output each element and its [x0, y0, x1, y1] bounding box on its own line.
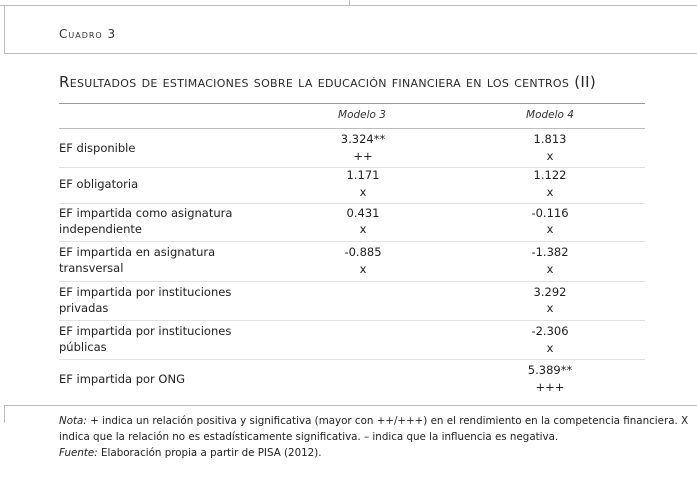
- cell-m4-value: 1.122: [533, 168, 567, 182]
- title-underline: [59, 103, 645, 104]
- row-label: EF impartida por instituciones públicas: [59, 324, 232, 354]
- row-label: EF impartida como asignatura independiente: [59, 206, 233, 236]
- source-line: [59, 445, 691, 461]
- note-label: Nota:: [59, 415, 87, 427]
- cell-m4-value: 3.292: [533, 285, 567, 299]
- row-divider: [59, 241, 645, 242]
- cell-m4-value: -2.306: [531, 324, 569, 338]
- column-header-modelo-4: Modelo 4: [526, 109, 574, 121]
- cell-m4-sig: x: [546, 222, 554, 236]
- cell-m4-sig: x: [546, 185, 554, 199]
- left-frame-upper: [4, 5, 5, 53]
- table-title: Resultados de estimaciones sobre la educación financiera en los centros (II): [59, 73, 596, 91]
- cell-m3-value: 3.324**: [340, 132, 386, 146]
- cell-m4-sig: x: [546, 341, 554, 355]
- row-label: EF disponible: [59, 141, 136, 155]
- row-label: EF impartida en asignatura transversal: [59, 245, 216, 275]
- left-frame-lower: [4, 405, 5, 423]
- cell-m4-value: -0.116: [531, 206, 569, 220]
- notes-block: [59, 413, 691, 461]
- note-text: + indica un relación positiva y significativa (mayor con ++/+++) en el rendimiento en la competencia financiera. X indica que la relación no es estadísticamente significativa. – indica que la influencia es negativa.: [59, 415, 689, 443]
- cell-m4-sig: +++: [535, 380, 565, 394]
- bottom-rule: [4, 405, 697, 406]
- column-header-rule: [59, 128, 645, 129]
- cell-m3-sig: x: [359, 262, 367, 276]
- row-divider: [59, 281, 645, 282]
- column-header-modelo-3: Modelo 3: [338, 109, 386, 121]
- row-label: EF obligatoria: [59, 177, 139, 191]
- note-line: [59, 413, 691, 445]
- cell-m4-value: -1.382: [531, 245, 569, 259]
- cell-m4-sig: x: [546, 262, 554, 276]
- cell-m3-value: 1.171: [346, 168, 380, 182]
- row-label: EF impartida por instituciones privadas: [59, 285, 232, 315]
- cell-m4-sig: x: [546, 149, 554, 163]
- cell-m3-sig: x: [359, 185, 367, 199]
- source-text: Elaboración propia a partir de PISA (2012).: [101, 447, 322, 459]
- cell-m4-value: 1.813: [533, 132, 567, 146]
- cell-m4-sig: x: [546, 301, 554, 315]
- top-vertical-tick: [349, 0, 350, 5]
- row-label: EF impartida por ONG: [59, 372, 186, 386]
- source-label: Fuente:: [59, 447, 98, 459]
- row-divider: [59, 359, 645, 360]
- row-divider: [59, 320, 645, 321]
- cell-m3-value: -0.885: [344, 245, 382, 259]
- cell-m3-sig: x: [359, 222, 367, 236]
- cell-m4-value: 5.389**: [527, 363, 573, 377]
- header-rule: [4, 53, 697, 54]
- cell-m3-sig: ++: [353, 149, 373, 163]
- top-rule: [0, 5, 697, 6]
- row-divider: [59, 203, 645, 204]
- cell-m3-value: 0.431: [346, 206, 380, 220]
- cuadro-label: Cuadro 3: [59, 27, 117, 41]
